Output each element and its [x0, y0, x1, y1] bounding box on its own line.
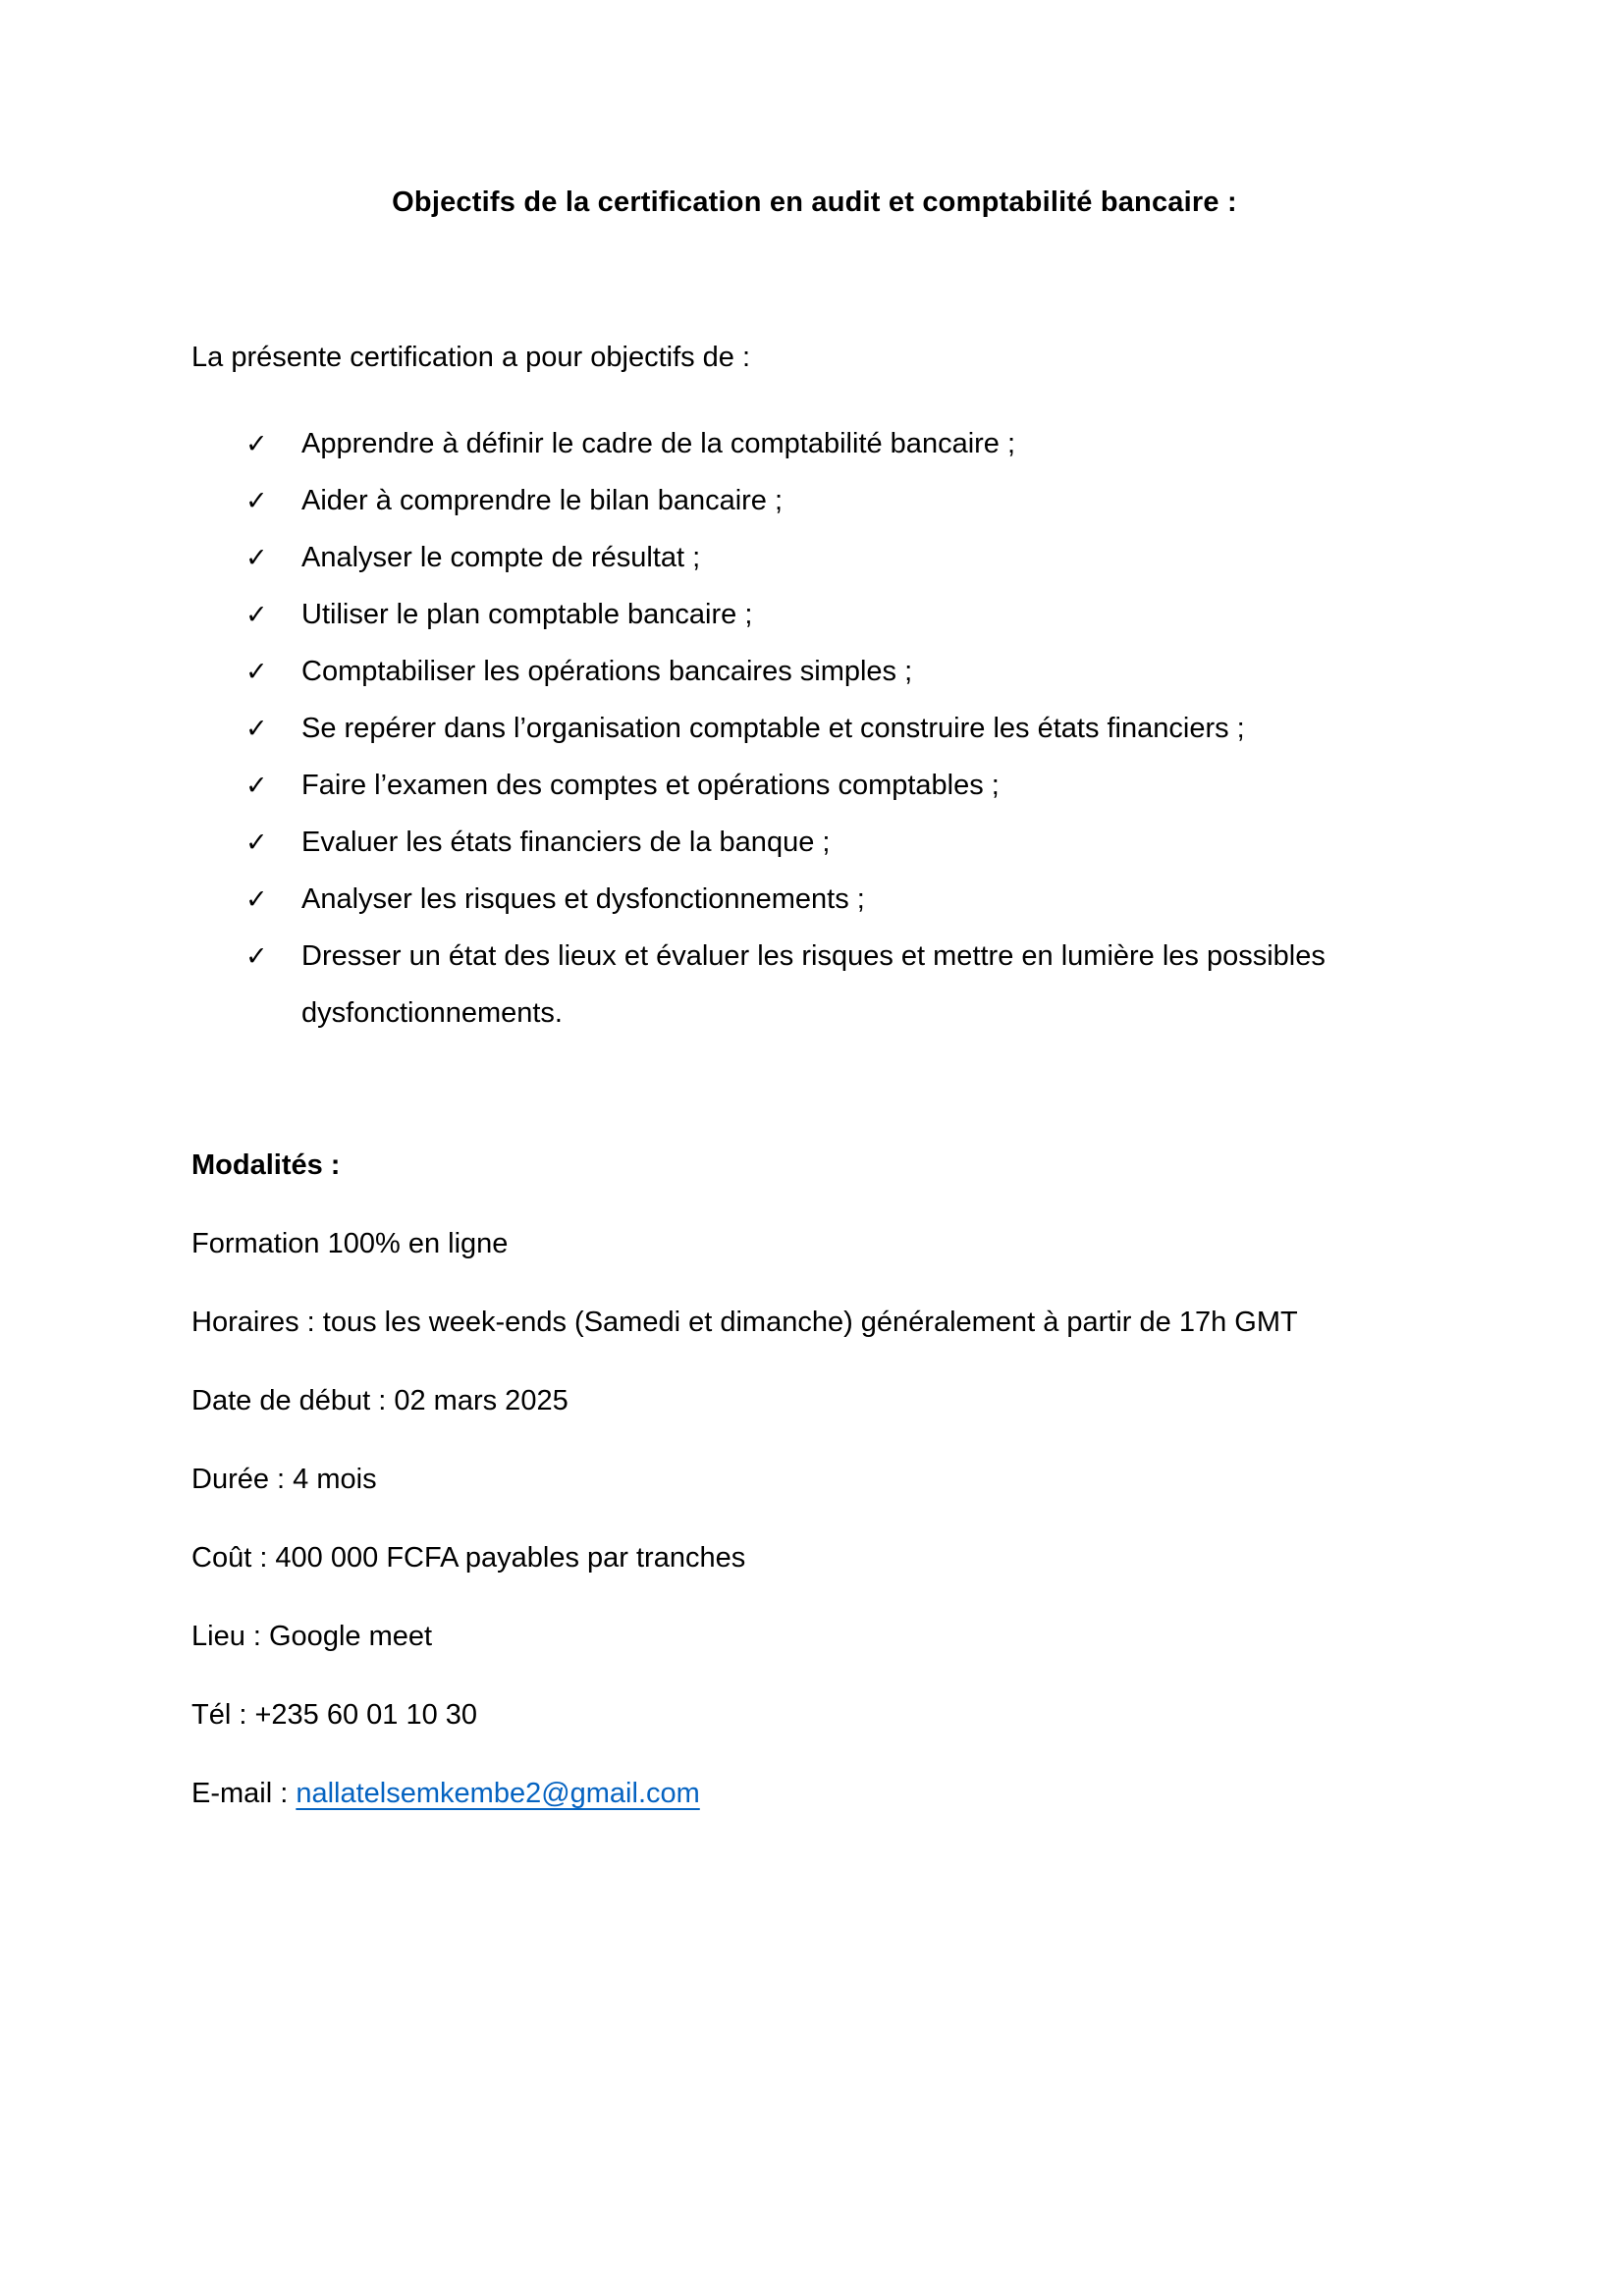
checkmark-icon: ✓ [245, 714, 268, 743]
checkmark-icon: ✓ [245, 543, 268, 572]
email-label: E-mail : [191, 1778, 297, 1809]
list-item [191, 928, 1437, 1041]
modalite-tel: Tél : +235 60 01 10 30 [191, 1699, 478, 1731]
list-item [191, 472, 1437, 529]
checkmark-icon: ✓ [245, 771, 268, 800]
intro-paragraph: La présente certification a pour objectifs de : [191, 342, 751, 373]
list-item-text: Analyser le compte de résultat ; [301, 542, 701, 573]
list-item-text: Aider à comprendre le bilan bancaire ; [301, 485, 784, 516]
list-item [191, 700, 1437, 757]
list-item [191, 871, 1437, 928]
checkmark-icon: ✓ [245, 941, 268, 971]
checkmark-icon: ✓ [245, 429, 268, 458]
list-item-text: Dresser un état des lieux et évaluer les risques et mettre en lumière les possibles dysfonctionnements. [301, 940, 1326, 1029]
objectives-list [191, 415, 1437, 1041]
modalite-formation: Formation 100% en ligne [191, 1228, 509, 1259]
list-item [191, 586, 1437, 643]
list-item [191, 757, 1437, 814]
modalite-cout: Coût : 400 000 FCFA payables par tranches [191, 1542, 746, 1574]
list-item [191, 415, 1437, 472]
modalites-heading: Modalités : [191, 1149, 341, 1181]
modalite-horaires: Horaires : tous les week-ends (Samedi et dimanche) généralement à partir de 17h GMT [191, 1307, 1298, 1338]
checkmark-icon: ✓ [245, 600, 268, 629]
list-item-text: Evaluer les états financiers de la banque ; [301, 827, 831, 858]
modalite-duree: Durée : 4 mois [191, 1464, 377, 1495]
modalite-email [191, 1765, 1437, 1822]
modalite-lieu: Lieu : Google meet [191, 1621, 433, 1652]
list-item [191, 643, 1437, 700]
list-item-text: Se repérer dans l’organisation comptable et construire les états financiers ; [301, 713, 1245, 744]
list-item [191, 814, 1437, 871]
document-title: Objectifs de la certification en audit et comptabilité bancaire : [392, 187, 1237, 218]
list-item-text: Apprendre à définir le cadre de la comptabilité bancaire ; [301, 428, 1016, 459]
list-item-text: Comptabiliser les opérations bancaires simples ; [301, 656, 913, 687]
list-item-text: Utiliser le plan comptable bancaire ; [301, 599, 753, 630]
checkmark-icon: ✓ [245, 884, 268, 914]
checkmark-icon: ✓ [245, 828, 268, 857]
list-item-text: Faire l’examen des comptes et opérations comptables ; [301, 770, 1000, 801]
modalite-date-debut: Date de début : 02 mars 2025 [191, 1385, 568, 1416]
list-item [191, 529, 1437, 586]
email-link[interactable]: nallatelsemkembe2@gmail.com [296, 1778, 700, 1809]
list-item-text: Analyser les risques et dysfonctionnements ; [301, 883, 865, 915]
checkmark-icon: ✓ [245, 657, 268, 686]
checkmark-icon: ✓ [245, 486, 268, 515]
